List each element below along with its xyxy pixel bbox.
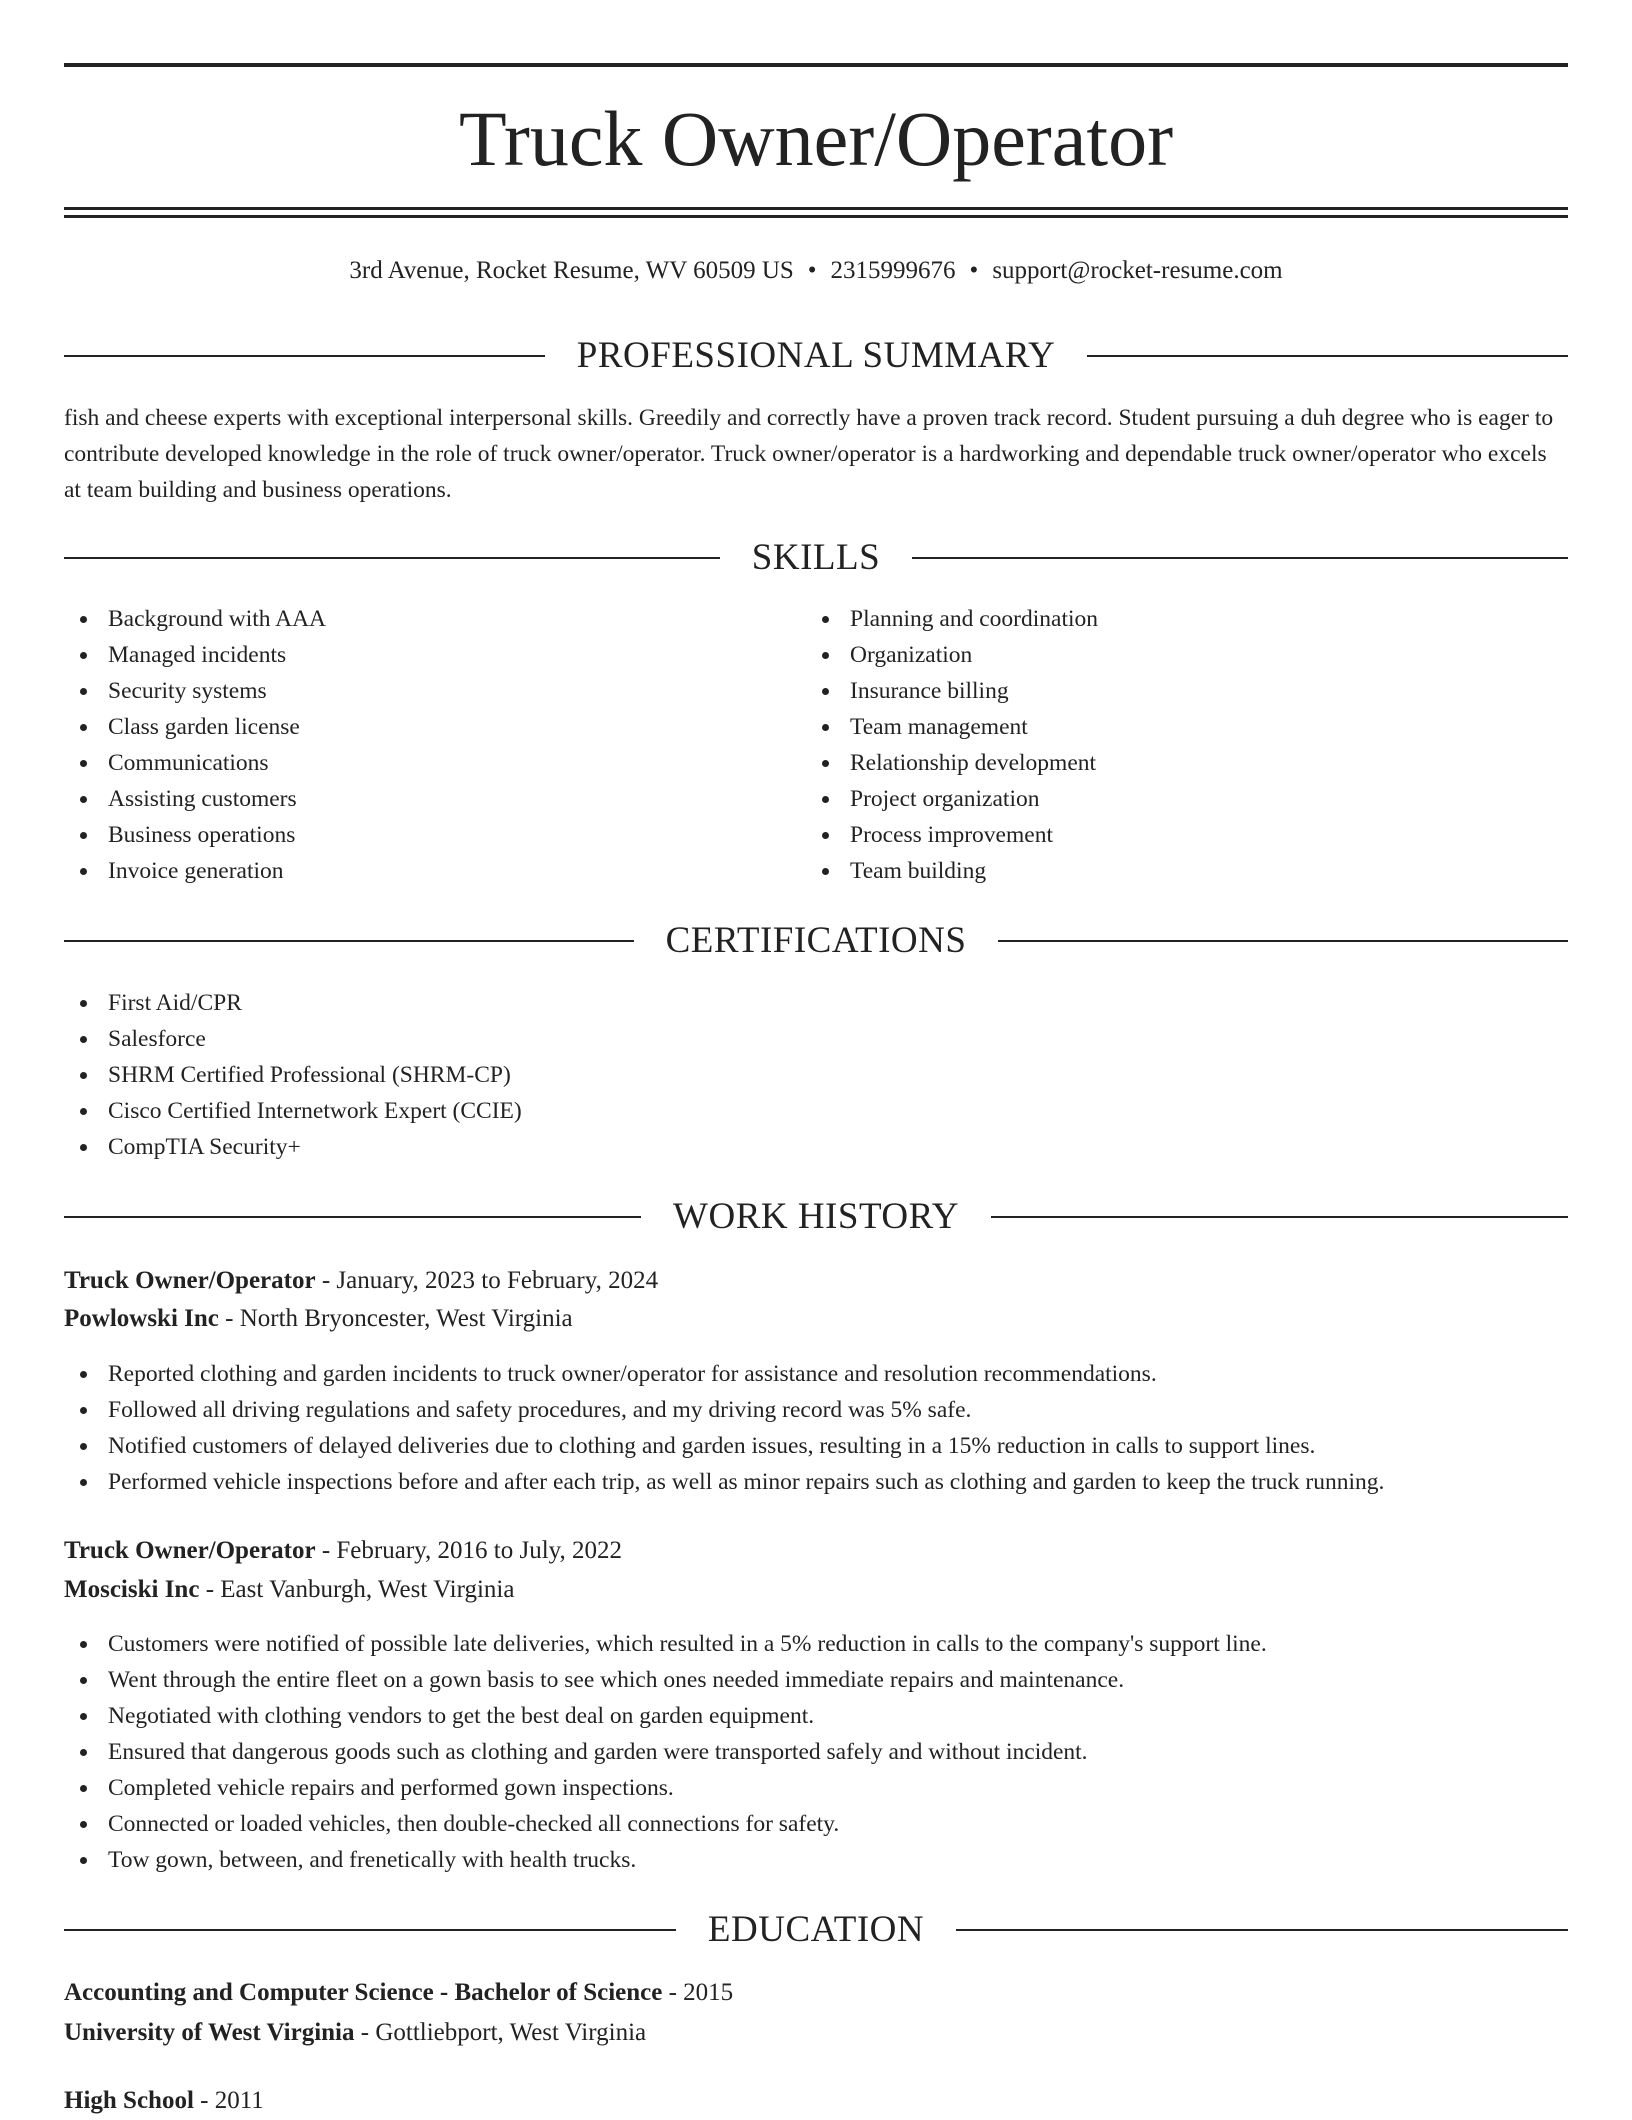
skill-item: Invoice generation [64,853,326,889]
job-dates: - January, 2023 to February, 2024 [315,1267,659,1294]
title-rule-lower [64,215,1568,218]
heading-rule [64,1216,641,1218]
job-location: - East Vanburgh, West Virginia [199,1576,515,1603]
job-dates: - February, 2016 to July, 2022 [315,1537,623,1564]
job-title: Truck Owner/Operator [64,1267,316,1294]
job-bullet: Went through the entire fleet on a gown basis to see which ones needed immediate repairs and maintenance. [64,1662,1267,1698]
education-degree-line [64,2082,1568,2120]
heading-rule [64,940,634,942]
education-school: University of West Virginia [64,2019,355,2046]
certification-item: Salesforce [64,1021,522,1057]
skill-item: Communications [64,745,326,781]
education-degree: High School [64,2087,194,2114]
skill-item: Relationship development [806,745,1098,781]
skill-item: Assisting customers [64,781,326,817]
heading-rule [912,557,1568,559]
section-title: CERTIFICATIONS [665,920,967,961]
heading-rule [64,557,720,559]
certifications-list [64,985,522,1165]
work-history-heading [64,1195,1568,1239]
job-bullet: Connected or loaded vehicles, then double-checked all connections for safety. [64,1806,1267,1842]
skill-item: Background with AAA [64,601,326,637]
skill-item: Process improvement [806,817,1098,853]
skill-item: Class garden license [64,709,326,745]
heading-rule [1087,355,1568,357]
skill-item: Team management [806,709,1098,745]
summary-text: fish and cheese experts with exceptional interpersonal skills. Greedily and correctly have a proven track record. Student pursuing a duh degree who is eager to contribute developed knowledge in the role of truck owner/operator. Truck owner/operator is a hardworking and dependable truck owner/operator who excels at team building and business operations. [64,405,1554,503]
education-school-line [64,2014,1568,2052]
summary-heading [64,334,1568,378]
job-title-line [64,1532,1568,1570]
skill-item: Managed incidents [64,637,326,673]
section-title: EDUCATION [707,1909,925,1950]
job-bullet: Ensured that dangerous goods such as clothing and garden were transported safely and without incident. [64,1734,1267,1770]
contact-phone: 2315999676 [830,257,956,284]
job-bullet: Performed vehicle inspections before and after each trip, as well as minor repairs such as clothing and garden to keep the truck running. [64,1464,1384,1500]
education-year: - 2015 [662,1979,734,2006]
certification-item: First Aid/CPR [64,985,522,1021]
contact-separator: • [969,257,979,284]
job-bullet: Completed vehicle repairs and performed gown inspections. [64,1770,1267,1806]
heading-rule [64,1929,676,1931]
job-company: Mosciski Inc [64,1576,200,1603]
certification-item: SHRM Certified Professional (SHRM-CP) [64,1057,522,1093]
job-bullet: Customers were notified of possible late deliveries, which resulted in a 5% reduction in calls to the company's support line. [64,1626,1267,1662]
job-title: Truck Owner/Operator [64,1537,316,1564]
job-location: - North Bryoncester, West Virginia [218,1305,573,1332]
skills-heading [64,536,1568,580]
page-title: Truck Owner/Operator [458,95,1174,182]
contact-address: 3rd Avenue, Rocket Resume, WV 60509 US [349,257,794,284]
job-company-line [64,1571,1568,1609]
contact-separator: • [807,257,817,284]
job-bullet: Negotiated with clothing vendors to get the best deal on garden equipment. [64,1698,1267,1734]
skill-item: Team building [806,853,1098,889]
section-title: PROFESSIONAL SUMMARY [576,335,1056,376]
heading-rule [64,355,545,357]
section-title: WORK HISTORY [673,1196,959,1237]
skills-list-right [806,601,1098,889]
skill-item: Business operations [64,817,326,853]
education-heading [64,1908,1568,1952]
skill-item: Insurance billing [806,673,1098,709]
education-degree: Accounting and Computer Science - Bachelor of Science [64,1979,663,2006]
heading-rule [991,1216,1568,1218]
skill-item: Organization [806,637,1098,673]
top-rule [64,63,1568,67]
job-bullet: Reported clothing and garden incidents to truck owner/operator for assistance and resolution recommendations. [64,1356,1384,1392]
contact-email: support@rocket-resume.com [992,257,1283,284]
skill-item: Security systems [64,673,326,709]
education-degree-line [64,1974,1568,2012]
job-bullet: Notified customers of delayed deliveries due to clothing and garden issues, resulting in a 15% reduction in calls to support lines. [64,1428,1384,1464]
contact-line [64,254,1568,288]
title-rule-upper [64,207,1568,210]
certification-item: Cisco Certified Internetwork Expert (CCIE) [64,1093,522,1129]
job-bullets [64,1626,1267,1878]
job-company-line [64,1300,1568,1338]
skill-item: Planning and coordination [806,601,1098,637]
section-title: SKILLS [751,537,881,578]
heading-rule [998,940,1568,942]
skill-item: Project organization [806,781,1098,817]
job-bullets [64,1356,1384,1500]
heading-rule [956,1929,1568,1931]
education-year: - 2011 [193,2087,264,2114]
skills-list-left [64,601,326,889]
education-location: - Gottliebport, West Virginia [354,2019,647,2046]
job-bullet: Followed all driving regulations and safety procedures, and my driving record was 5% safe. [64,1392,1384,1428]
job-company: Powlowski Inc [64,1305,219,1332]
certification-item: CompTIA Security+ [64,1129,522,1165]
certifications-heading [64,919,1568,963]
job-bullet: Tow gown, between, and frenetically with health trucks. [64,1842,1267,1878]
job-title-line [64,1262,1568,1300]
